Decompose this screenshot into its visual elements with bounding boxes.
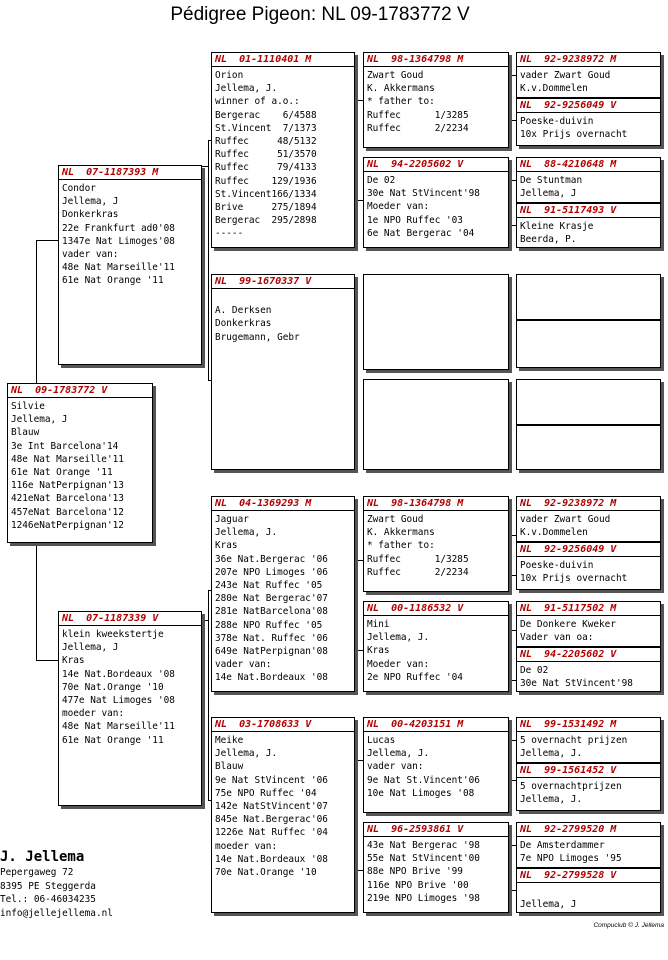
pigeon-detail-line: vader van: (367, 761, 424, 773)
pigeon-card-gggp-10[interactable] (516, 542, 661, 590)
ring-number: NL 88-4210648 M (517, 158, 660, 172)
pigeon-card-grandsire-paternal[interactable] (211, 52, 355, 248)
pigeon-card-ggp-3-empty[interactable] (363, 274, 509, 370)
pigeon-details (517, 557, 660, 585)
pigeon-detail-line: Mini (367, 619, 390, 630)
pigeon-details (517, 778, 660, 806)
ring-number: NL 00-1186532 V (364, 602, 508, 616)
pigeon-card-ggp-4-empty[interactable] (363, 379, 509, 470)
pigeon-detail-line: 43e Nat Bergerac '98 (367, 840, 480, 851)
pigeon-detail-line: 1347e Nat Limoges'08 (62, 235, 175, 247)
pigeon-detail-line: Jellema, J. (520, 748, 583, 760)
pigeon-details (364, 511, 508, 579)
pigeon-detail-line: vader van: (215, 659, 272, 671)
pigeon-card-gggp-5-empty[interactable] (516, 274, 661, 320)
connector-line (355, 560, 363, 561)
pigeon-detail-line: 14e Nat.Bordeaux '08 (62, 668, 175, 680)
connector-line (36, 526, 37, 660)
connector-line (355, 100, 363, 101)
pigeon-detail-line: 61e Nat Orange '11 (62, 734, 164, 746)
pigeon-detail-line: Condor (62, 183, 96, 194)
pigeon-details (517, 113, 660, 141)
pigeon-details (364, 616, 508, 684)
pigeon-detail-line: K.v.Dommelen (520, 83, 588, 95)
pigeon-detail-line: Jellema, J. (215, 83, 278, 95)
connector-line (355, 870, 363, 871)
pigeon-details (517, 172, 660, 200)
pigeon-detail-line: 70e Nat.Orange '10 (62, 681, 164, 693)
ring-number: NL 96-2593861 V (364, 823, 508, 837)
pigeon-detail-line: Jellema, J (62, 642, 119, 654)
pigeon-detail-line: 7e NPO Limoges '95 (520, 853, 622, 865)
pigeon-detail-line: Bergerac 295/2898 (215, 215, 317, 227)
pigeon-detail-line: Jellema, J. (520, 794, 583, 806)
pigeon-detail-line: moeder van: (215, 840, 278, 852)
pigeon-detail-line: 70e Nat.Orange '10 (215, 866, 317, 878)
pigeon-details (364, 837, 508, 905)
pigeon-card-gggp-16[interactable] (516, 868, 661, 913)
pigeon-detail-line: 10e Nat Limoges '08 (367, 787, 475, 799)
pigeon-card-sire[interactable] (58, 165, 202, 365)
pigeon-detail-line: Jellema, J. (215, 748, 278, 760)
pigeon-detail-line: Ruffec 1/3285 (367, 109, 469, 121)
pigeon-details (364, 172, 508, 240)
breeder-email[interactable]: info@jellejellema.nl (0, 907, 113, 919)
breeder-street: Pepergaweg 72 (0, 867, 74, 878)
pigeon-detail-line: 5 overnacht prijzen (520, 735, 628, 746)
pigeon-detail-line: 477e Nat Limoges '08 (62, 694, 175, 706)
pigeon-card-gggp-11[interactable] (516, 601, 661, 647)
pigeon-detail-line: 219e NPO Limoges '98 (367, 892, 480, 904)
pigeon-details (8, 398, 152, 532)
ring-number: NL 92-2799528 V (517, 869, 660, 883)
pigeon-detail-line: Jellema, J. (215, 527, 278, 539)
pigeon-detail-line: * father to: (367, 96, 435, 108)
pigeon-detail-line: Donkerkras (62, 209, 119, 221)
pigeon-card-gggp-3[interactable] (516, 157, 661, 203)
connector-line (36, 240, 37, 390)
connector-line (509, 575, 516, 576)
pigeon-detail-line: St.Vincent 7/1373 (215, 122, 317, 134)
pigeon-detail-line: Vader van oa: (520, 632, 594, 644)
breeder-postal-city: 8395 PE Steggerda (0, 880, 96, 892)
pigeon-detail-line: 116e NatPerpignan'13 (11, 480, 124, 492)
pigeon-details (212, 67, 354, 240)
pigeon-detail-line (520, 885, 658, 898)
pigeon-detail-line: 9e Nat StVincent '06 (215, 774, 328, 786)
pigeon-detail-line: 243e Nat Ruffec '05 (215, 579, 323, 591)
pigeon-details (212, 732, 354, 879)
connector-line (36, 660, 58, 661)
pigeon-card-grandsire-maternal[interactable] (211, 496, 355, 692)
pigeon-detail-line: 421eNat Barcelona'13 (11, 493, 124, 505)
pigeon-detail-line: 22e Frankfurt ad0'08 (62, 222, 175, 234)
pigeon-detail-line: vader Zwart Goud (520, 514, 611, 525)
connector-line (355, 760, 363, 761)
pigeon-detail-line: 48e Nat Marseille'11 (62, 721, 175, 733)
pigeon-card-ggp-7[interactable] (363, 717, 509, 813)
ring-number: NL 07-1187339 V (59, 612, 201, 626)
ring-number: NL 98-1364798 M (364, 497, 508, 511)
ring-number: NL 01-1110401 M (212, 53, 354, 67)
ring-number: NL 92-9256049 V (517, 99, 660, 113)
pigeon-card-gggp-12[interactable] (516, 647, 661, 692)
pigeon-detail-line: Zwart Goud (367, 514, 424, 525)
pigeon-card-ggp-5[interactable] (363, 496, 509, 592)
pigeon-detail-line: Blauw (11, 427, 40, 439)
pigeon-card-gggp-9[interactable] (516, 496, 661, 542)
pigeon-detail-line: 30e Nat StVincent'98 (520, 678, 633, 690)
pigeon-detail-line: 88e NPO Brive '99 (367, 866, 463, 878)
pigeon-detail-line: A. Derksen (215, 305, 272, 317)
pigeon-detail-line: 457eNat Barcelona'12 (11, 506, 124, 518)
pigeon-detail-line: Ruffec 51/3570 (215, 149, 317, 161)
pigeon-detail-line: 378e Nat. Ruffec '06 (215, 632, 328, 644)
connector-line (355, 200, 363, 201)
pigeon-detail-line: 3e Int Barcelona'14 (11, 440, 119, 452)
pigeon-detail-line: Jellema, J (520, 899, 577, 911)
pigeon-card-ggp-6[interactable] (363, 601, 509, 692)
pigeon-detail-line: 48e Nat Marseille'11 (62, 262, 175, 274)
footer-credit: Compuclub © J. Jellema (593, 922, 664, 929)
pigeon-card-gggp-4[interactable] (516, 203, 661, 248)
pigeon-detail-line: De 02 (367, 175, 396, 186)
pigeon-details (517, 616, 660, 644)
pigeon-detail-line: Ruffec 48/5132 (215, 135, 317, 147)
page-title: Pédigree Pigeon: NL 09-1783772 V (170, 4, 470, 25)
pigeon-card-subject[interactable] (7, 383, 153, 543)
pigeon-detail-line: K. Akkermans (367, 83, 435, 95)
ring-number: NL 92-2799520 M (517, 823, 660, 837)
pigeon-details (517, 218, 660, 246)
ring-number: NL 98-1364798 M (364, 53, 508, 67)
ring-number: NL 07-1187393 M (59, 166, 201, 180)
pigeon-detail-line: 649e NatPerpignan'08 (215, 645, 328, 657)
pigeon-detail-line: Poeske-duivin (520, 560, 594, 571)
pigeon-detail-line: Meike (215, 735, 244, 746)
pigeon-detail-line: 14e Nat.Bordeaux '08 (215, 672, 328, 684)
pigeon-detail-line: 116e NPO Brive '00 (367, 879, 469, 891)
ring-number: NL 91-5117502 M (517, 602, 660, 616)
pigeon-detail-line: * father to: (367, 540, 435, 552)
breeder-phone: Tel.: 06-46034235 (0, 894, 96, 905)
connector-line (509, 740, 516, 741)
connector-line (208, 590, 209, 800)
pigeon-card-ggp-8[interactable] (363, 822, 509, 913)
pigeon-details (59, 180, 201, 288)
connector-line (509, 180, 516, 181)
pigeon-card-dam[interactable] (58, 611, 202, 806)
pigeon-details (212, 511, 354, 684)
connector-line (509, 120, 516, 121)
ring-number: NL 92-9256049 V (517, 543, 660, 557)
pigeon-detail-line: 75e NPO Ruffec '04 (215, 787, 317, 799)
ring-number: NL 99-1561452 V (517, 764, 660, 778)
pigeon-detail-line: 1246eNatPerpignan'12 (11, 519, 124, 531)
pigeon-card-gggp-2[interactable] (516, 98, 661, 146)
pigeon-detail-line: 6e Nat Bergerac '04 (367, 227, 475, 239)
pigeon-card-ggp-1[interactable] (363, 52, 509, 148)
pigeon-detail-line: Ruffec 2/2234 (367, 566, 469, 578)
pigeon-detail-line: 281e NatBarcelona'08 (215, 606, 328, 618)
pigeon-detail-line: vader van: (62, 248, 119, 260)
pigeon-card-gggp-7-empty[interactable] (516, 379, 661, 425)
pigeon-detail-line: De 02 (520, 665, 549, 676)
pigeon-card-gggp-14[interactable] (516, 763, 661, 811)
pigeon-detail-line: Zwart Goud (367, 70, 424, 81)
pigeon-detail-line: Bergerac 6/4588 (215, 109, 317, 121)
pigeon-detail-line: St.Vincent166/1334 (215, 188, 317, 200)
connector-line (355, 650, 363, 651)
pigeon-detail-line: Kras (215, 540, 238, 552)
pigeon-detail-line: K.v.Dommelen (520, 527, 588, 539)
pigeon-detail-line: 30e Nat StVincent'98 (367, 188, 480, 200)
pigeon-detail-line: Ruffec 79/4133 (215, 162, 317, 174)
pigeon-card-gggp-13[interactable] (516, 717, 661, 763)
pigeon-detail-line: De Amsterdammer (520, 840, 605, 851)
ring-number: NL 99-1670337 V (212, 275, 354, 289)
ring-number: NL 92-9238972 M (517, 53, 660, 67)
pigeon-details (517, 662, 660, 690)
pigeon-detail-line: 280e Nat Bergerac'07 (215, 593, 328, 605)
pigeon-detail-line: Donkerkras (215, 318, 272, 330)
pigeon-detail-line: Silvie (11, 401, 45, 412)
pigeon-detail-line: 48e Nat Marseille'11 (11, 453, 124, 465)
pigeon-details (212, 289, 354, 344)
pigeon-detail-line: Brugemann, Gebr (215, 331, 300, 343)
connector-line (509, 780, 516, 781)
pigeon-detail-line: vader Zwart Goud (520, 70, 611, 81)
pigeon-detail-line: winner of a.o.: (215, 96, 300, 108)
pigeon-details (517, 837, 660, 865)
pigeon-detail-line: 1226e Nat Ruffec '04 (215, 827, 328, 839)
pigeon-detail-line: 1e NPO Ruffec '03 (367, 214, 463, 226)
connector-line (208, 140, 209, 380)
pigeon-detail-line: klein kweekstertje (62, 629, 164, 640)
pigeon-detail-line: Moeder van: (367, 658, 430, 670)
connector-line (36, 240, 58, 241)
connector-line (509, 535, 516, 536)
pigeon-detail-line: 845e Nat.Bergerac'06 (215, 814, 328, 826)
pigeon-detail-line: 288e NPO Ruffec '05 (215, 619, 323, 631)
pigeon-card-gggp-8-empty[interactable] (516, 425, 661, 470)
connector-line (509, 845, 516, 846)
pigeon-detail-line: Kras (62, 655, 85, 667)
pigeon-detail-line: 14e Nat.Bordeaux '08 (215, 853, 328, 865)
pigeon-detail-line: 10x Prijs overnacht (520, 129, 628, 141)
pigeon-detail-line: Ruffec 1/3285 (367, 553, 469, 565)
ring-number: NL 00-4203151 M (364, 718, 508, 732)
ring-number: NL 91-5117493 V (517, 204, 660, 218)
pigeon-detail-line: Kleine Krasje (520, 221, 594, 232)
pigeon-details (517, 732, 660, 760)
ring-number: NL 03-1708633 V (212, 718, 354, 732)
pigeon-detail-line: Beerda, P. (520, 234, 577, 246)
pigeon-detail-line: 61e Nat Orange '11 (62, 275, 164, 287)
pigeon-detail-line: 55e Nat StVincent'00 (367, 853, 480, 865)
pigeon-detail-line: Moeder van: (367, 201, 430, 213)
pigeon-detail-line: Jellema, J. (367, 632, 430, 644)
pigeon-detail-line: Jellema, J (62, 196, 119, 208)
ring-number: NL 99-1531492 M (517, 718, 660, 732)
ring-number: NL 92-9238972 M (517, 497, 660, 511)
pigeon-detail-line: Blauw (215, 761, 244, 773)
pigeon-detail-line: 10x Prijs overnacht (520, 573, 628, 585)
pigeon-detail-line: 36e Nat.Bergerac '06 (215, 553, 328, 565)
pigeon-detail-line: 142e NatStVincent'07 (215, 800, 328, 812)
pigeon-detail-line: De Donkere Kweker (520, 619, 616, 630)
connector-line (509, 680, 516, 681)
pigeon-detail-line: 61e Nat Orange '11 (11, 466, 113, 478)
connector-line (509, 75, 516, 76)
pigeon-detail-line: Lucas (367, 735, 396, 746)
pigeon-detail-line (215, 291, 352, 304)
pigeon-detail-line: De Stuntman (520, 175, 583, 186)
ring-number: NL 04-1369293 M (212, 497, 354, 511)
connector-line (509, 890, 516, 891)
pigeon-detail-line: Orion (215, 70, 244, 81)
ring-number: NL 94-2205602 V (364, 158, 508, 172)
connector-line (509, 225, 516, 226)
pigeon-details (517, 511, 660, 539)
pigeon-card-gggp-1[interactable] (516, 52, 661, 98)
pigeon-details (364, 732, 508, 800)
pigeon-card-ggp-2[interactable] (363, 157, 509, 248)
pigeon-detail-line: 9e Nat St.Vincent'06 (367, 774, 480, 786)
pigeon-details (517, 67, 660, 95)
pigeon-detail-line: Jellema, J (520, 188, 577, 200)
pigeon-detail-line: Kras (367, 645, 390, 657)
pigeon-card-granddam-paternal[interactable] (211, 274, 355, 470)
pigeon-details (517, 883, 660, 911)
pigeon-detail-line: ----- (215, 228, 244, 240)
pigeon-detail-line: Ruffec 2/2234 (367, 122, 469, 134)
breeder-name: J. Jellema (0, 849, 85, 865)
pigeon-card-granddam-maternal[interactable] (211, 717, 355, 913)
pigeon-detail-line: K. Akkermans (367, 527, 435, 539)
pigeon-detail-line: Jellema, J (11, 414, 68, 426)
pigeon-detail-line: 207e NPO Limoges '06 (215, 566, 328, 578)
pigeon-card-gggp-6-empty[interactable] (516, 320, 661, 368)
pigeon-detail-line: Jellema, J. (367, 748, 430, 760)
pigeon-detail-line: Poeske-duivin (520, 116, 594, 127)
ring-number: NL 09-1783772 V (8, 384, 152, 398)
pigeon-detail-line: 2e NPO Ruffec '04 (367, 671, 463, 683)
pigeon-detail-line: Ruffec 129/1936 (215, 175, 317, 187)
pigeon-detail-line: Jaguar (215, 514, 249, 525)
pigeon-detail-line: 5 overnachtprijzen (520, 781, 622, 792)
pigeon-detail-line: moeder van: (62, 708, 125, 720)
ring-number: NL 94-2205602 V (517, 648, 660, 662)
pigeon-card-gggp-15[interactable] (516, 822, 661, 868)
breeder-info (0, 848, 113, 920)
pigeon-details (364, 67, 508, 135)
pigeon-detail-line: Brive 275/1894 (215, 201, 317, 213)
connector-line (509, 630, 516, 631)
pigeon-details (59, 626, 201, 747)
